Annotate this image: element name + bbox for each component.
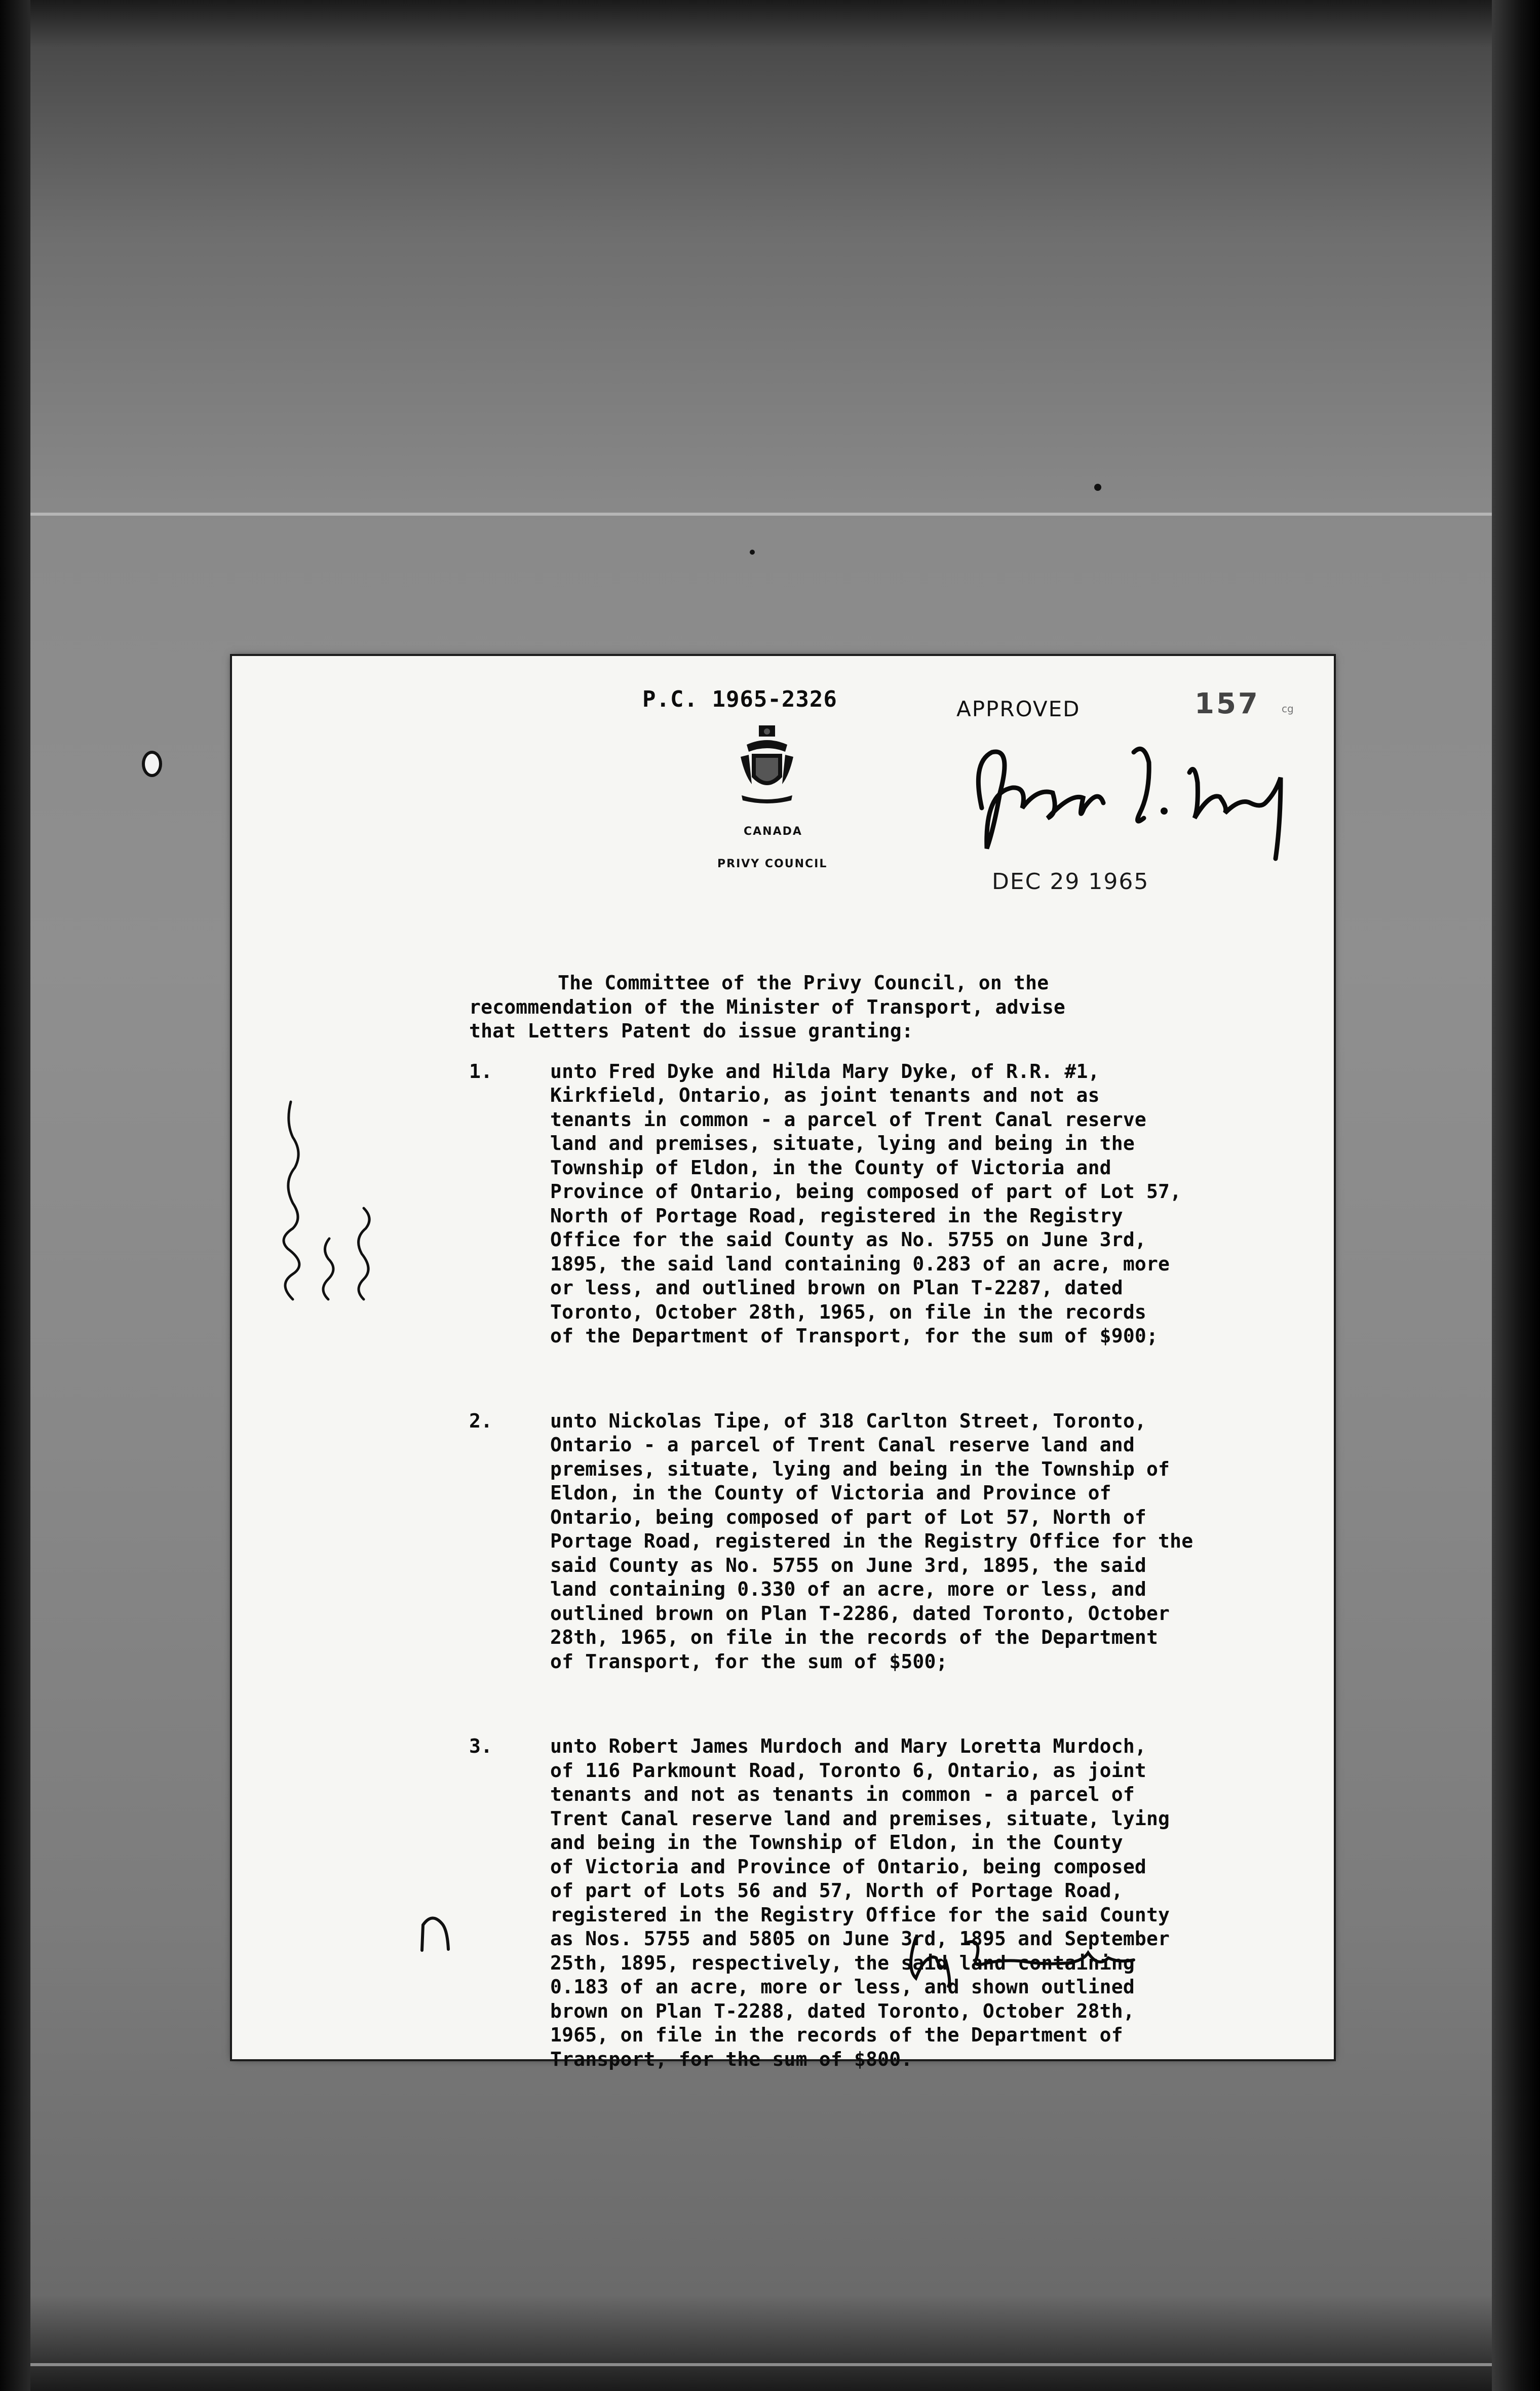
- grant-item: [469, 1409, 1285, 1674]
- item-number: 1.: [469, 1060, 493, 1083]
- grant-item: [469, 1060, 1285, 1348]
- film-edge-right: [1492, 0, 1540, 2391]
- intro-paragraph: The Committee of the Privy Council, on the recommendation of the Minister of Transport, advise that Letters Patent do issue granting:: [469, 972, 1065, 1042]
- approved-label: APPROVED: [956, 697, 1081, 721]
- privy-council-label: PRIVY COUNCIL: [717, 858, 828, 870]
- item-number: 3.: [469, 1735, 493, 1757]
- item-text: unto Robert James Murdoch and Mary Loretta Murdoch, of 116 Parkmount Road, Toronto 6, Ontario, as joint tenants and not as tenants in common - a parcel of Trent Canal reserve land and premises, situate, lying and being in the Township of Eldon, in the County of Victoria and Province of Ontario, being composed of part of Lots 56 and 57, North of Portage Road, registered in the Registry Office for the said County as Nos. 5755 and 5805 on June 3rd, 1895 and September 25th, 1895, respectively, the said land containing 0.183 of an acre, more or less, and shown outlined brown on Plan T-2288, dated Toronto, October 28th, 1965, on file in the records of the Department of Transport, for the sum of $800.: [550, 1735, 1170, 2070]
- film-scratch-line: [30, 2363, 1492, 2366]
- film-edge-left: [0, 0, 30, 2391]
- film-speck: [1094, 484, 1101, 491]
- order-body: [469, 971, 1285, 2071]
- date-stamp: DEC 29 1965: [992, 869, 1149, 895]
- page-number: 157: [1195, 687, 1260, 720]
- governor-signature: [951, 732, 1301, 864]
- film-scratch-line: [30, 513, 1492, 516]
- minister-initials: [896, 1922, 1149, 1988]
- handwritten-mark: [417, 1910, 457, 1955]
- punch-hole: [142, 751, 162, 777]
- margin-annotation: [273, 1092, 328, 1304]
- canada-label: CANADA: [744, 825, 802, 838]
- coat-of-arms-icon: [737, 724, 797, 805]
- page-number-suffix: cg: [1282, 703, 1294, 715]
- item-number: 2.: [469, 1409, 493, 1432]
- film-speck: [750, 550, 755, 555]
- document-page: [232, 656, 1334, 2070]
- item-text: unto Fred Dyke and Hilda Mary Dyke, of R.R. #1, Kirkfield, Ontario, as joint tenants and not as tenants in common - a parcel of Trent Canal reserve land and premises, situate, lying and being in the Township of Eldon, in the County of Victoria and Province of Ontario, being composed of part of Lot 57, North of Portage Road, registered in the Registry Office for the said County as No. 5755 on June 3rd, 1895, the said land containing 0.283 of an acre, more or less, and outlined brown on Plan T-2287, dated Toronto, October 28th, 1965, on file in the records of the Department of Transport, for the sum of $900;: [550, 1060, 1182, 1347]
- order-number: P.C. 1965-2326: [642, 686, 837, 712]
- handwritten-distribution-note: [273, 1092, 389, 1304]
- grant-item: [469, 1734, 1285, 2071]
- item-text: unto Nickolas Tipe, of 318 Carlton Street, Toronto, Ontario - a parcel of Trent Canal reserve land and premises, situate, lying and being in the Township of Eldon, in the County of Victoria and Province of Ontario, being composed of part of Lot 57, North of Portage Road, registered in the Registry Office for the said County as No. 5755 on June 3rd, 1895, the said land containing 0.330 of an acre, more or less, and outlined brown on Plan T-2286, dated Toronto, October 28th, 1965, on file in the records of the Department of Transport, for the sum of $500;: [550, 1409, 1194, 1673]
